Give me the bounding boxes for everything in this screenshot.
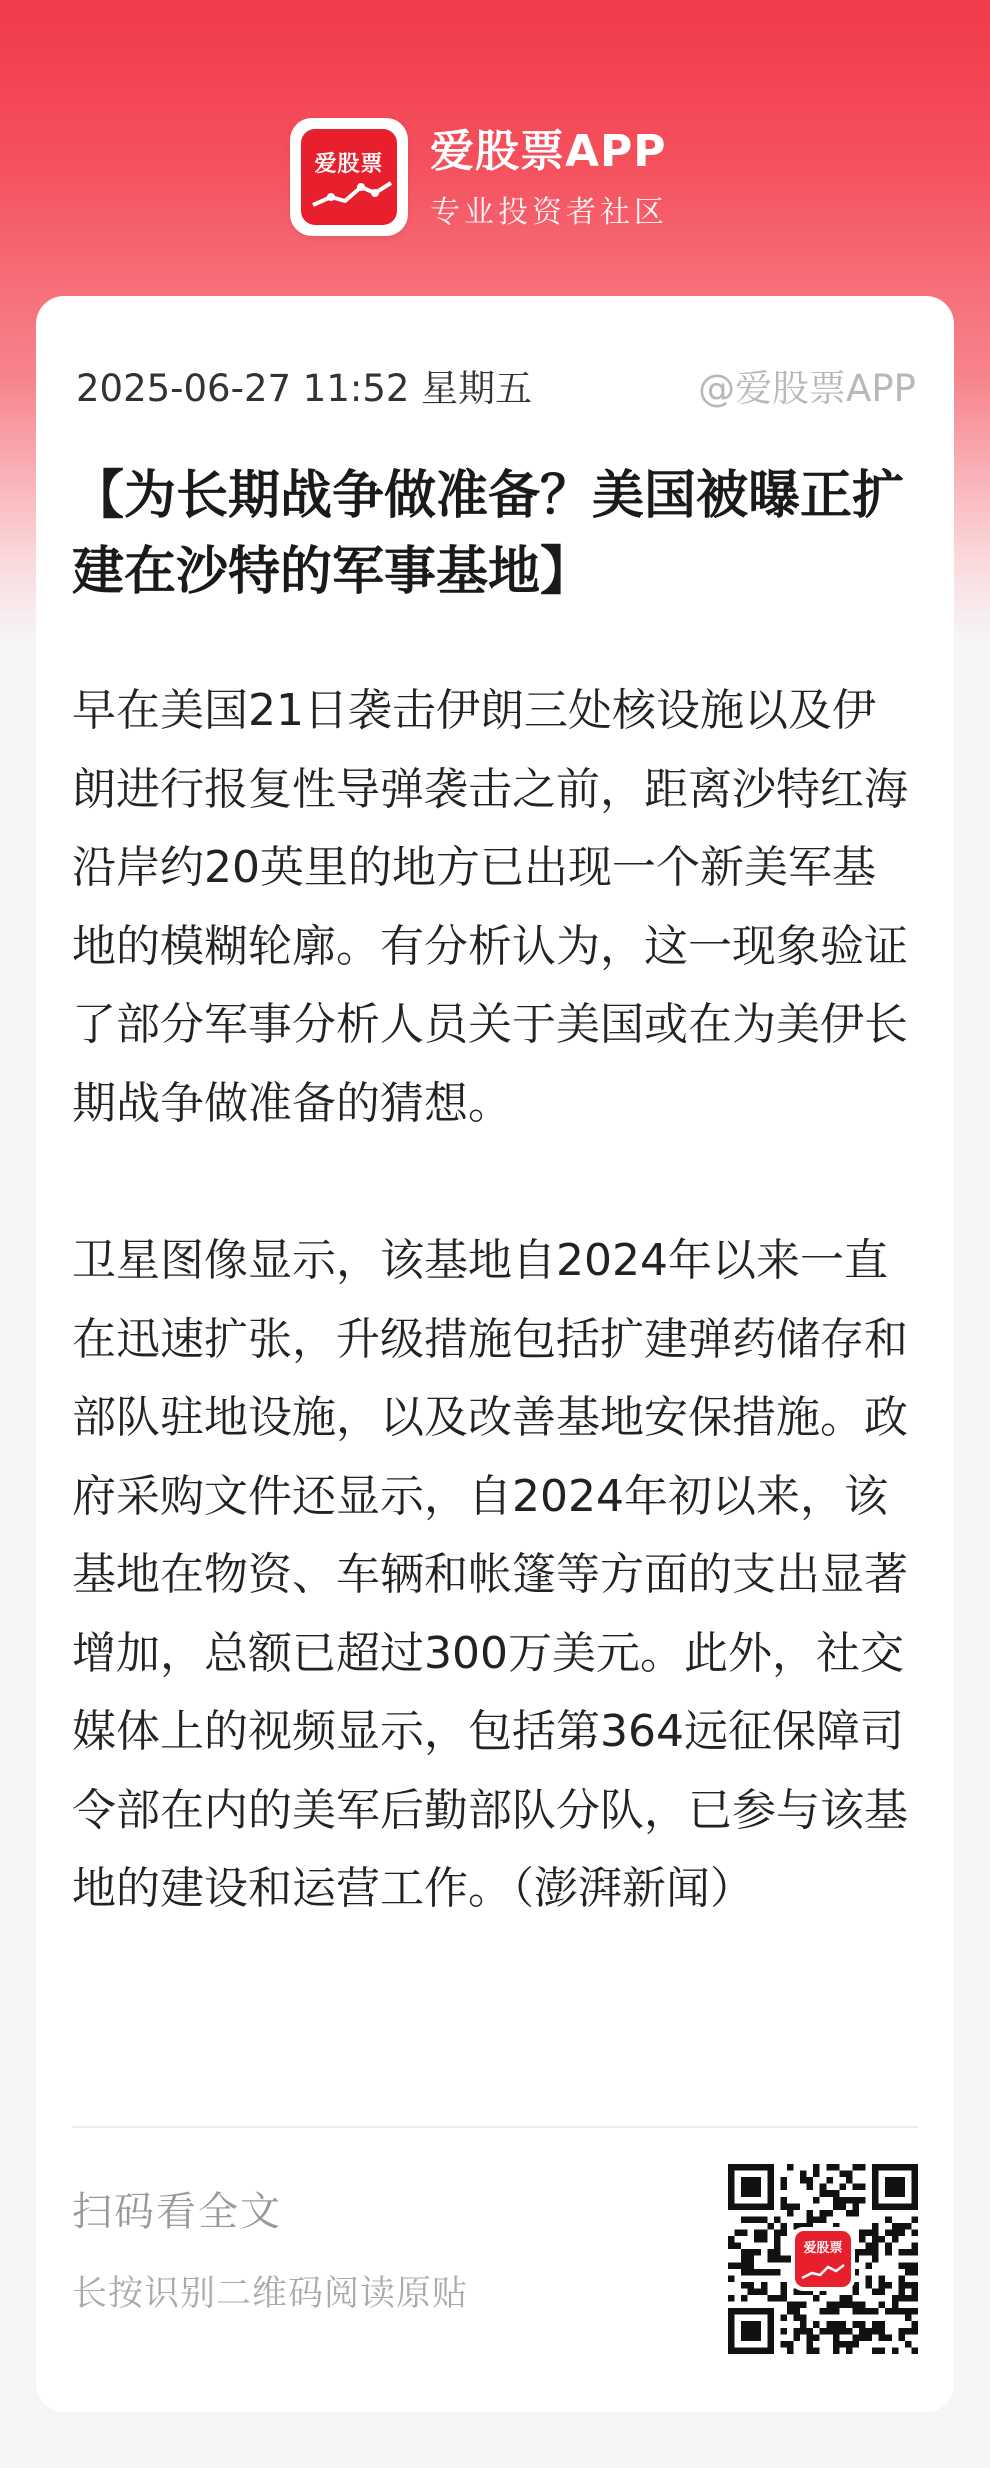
divider: [72, 2126, 918, 2128]
post-body: [72, 672, 914, 1929]
post-datetime: 2025-06-27 11:52 星期五: [76, 367, 533, 410]
app-header: [290, 118, 668, 236]
chart-line-icon: [311, 177, 393, 211]
qr-logo-text: 爱股票: [803, 2241, 843, 2256]
brand-slogan: 专业投资者社区: [430, 195, 668, 230]
post-source[interactable]: @爱股票APP: [698, 367, 916, 410]
qr-code-icon[interactable]: [728, 2164, 918, 2354]
scan-hint: 长按识别二维码阅读原贴: [72, 2274, 469, 2314]
post-paragraph: 早在美国21日袭击伊朗三处核设施以及伊朗进行报复性导弹袭击之前，距离沙特红海沿岸约20英里的地方已出现一个新美军基地的模糊轮廓。有分析认为，这一现象验证了部分军事分析人员关于美国或在为美伊长期战争做准备的猜想。: [72, 685, 908, 1129]
chart-line-icon: [801, 2263, 845, 2281]
brand-name: 爱股票APP: [430, 126, 667, 177]
logo-text: 爱股票: [314, 152, 384, 177]
post-paragraph: 卫星图像显示，该基地自2024年以来一直在迅速扩张，升级措施包括扩建弹药储存和部队驻地设施，以及改善基地安保措施。政府采购文件还显示，自2024年初以来，该基地在物资、车辆和帐篷等方面的支出显著增加，总额已超过300万美元。此外，社交媒体上的视频显示，包括第364远征保障司令部在内的美军后勤部队分队，已参与该基地的建设和运营工作。（澎湃新闻）: [72, 1235, 908, 1914]
app-logo: [290, 118, 408, 236]
scan-title: 扫码看全文: [72, 2189, 282, 2235]
qr-center-logo: [791, 2227, 855, 2291]
post-title: 【为长期战争做准备？美国被曝正扩建在沙特的军事基地】: [72, 466, 905, 602]
post-card: [36, 296, 954, 2412]
post-meta: [76, 358, 916, 412]
